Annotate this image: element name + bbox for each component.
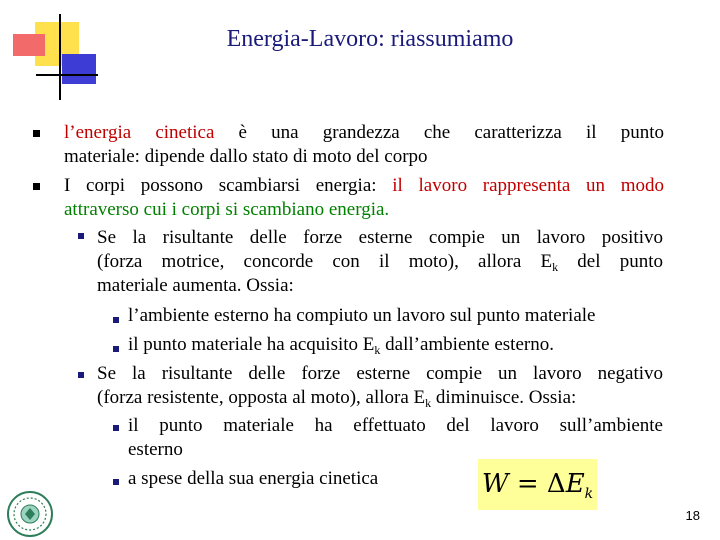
- sub-b-item-2: a spese della sua energia cinetica: [128, 468, 379, 489]
- sub-b-item-1-line-2: esterno: [128, 439, 183, 460]
- formula-lhs: W: [481, 469, 509, 499]
- bullet-marker: [33, 183, 40, 190]
- sub-sub-bullet-marker: [113, 346, 119, 352]
- formula-symbol: E: [565, 469, 585, 499]
- text-segment: dall’ambiente esterno.: [380, 334, 554, 355]
- bullet-2-line-2: attraverso cui i corpi si scambiano energia.: [64, 199, 390, 220]
- sub-sub-bullet-marker: [113, 317, 119, 323]
- highlight-text: il lavoro rappresenta un modo: [392, 175, 665, 196]
- sub-bullet-marker: [78, 372, 84, 378]
- sub-a-item-1: l’ambiente esterno ha compiuto un lavoro sul punto materiale: [128, 305, 596, 326]
- text-segment: del punto: [558, 251, 663, 272]
- university-seal-logo: [6, 490, 54, 538]
- highlight-text: l’energia cinetica: [64, 122, 215, 143]
- bullet-marker: [33, 130, 40, 137]
- sub-b-item-1-line-1: il punto materiale ha effettuato del lavoro sull’ambiente: [128, 415, 663, 436]
- formula-delta: Δ: [546, 469, 566, 499]
- bullet-1-line-2: materiale: dipende dallo stato di moto del corpo: [64, 146, 428, 167]
- bullet-1-line-1: [64, 121, 664, 145]
- page-number: 18: [685, 508, 700, 523]
- text-segment: è una grandezza che caratterizza il punto: [214, 122, 664, 143]
- slide-title: Energia-Lavoro: riassumiamo: [226, 26, 514, 52]
- sub-a-line-3: materiale aumenta. Ossia:: [97, 275, 294, 296]
- subscript: k: [552, 260, 559, 274]
- text-segment: il punto materiale ha acquisito E: [128, 334, 375, 355]
- text-segment: (forza resistente, opposta al moto), allora E: [97, 387, 426, 408]
- text-segment: diminuisce. Ossia:: [431, 387, 577, 408]
- text-segment: I corpi possono scambiarsi energia:: [64, 175, 393, 196]
- corner-decoration: [0, 0, 110, 110]
- text-segment: (forza motrice, concorde con il moto), allora E: [97, 251, 553, 272]
- sub-bullet-marker: [78, 233, 84, 239]
- formula-equals: =: [516, 469, 539, 499]
- sub-b-line-2: [97, 386, 663, 410]
- sub-a-line-1: Se la risultante delle forze esterne compie un lavoro positivo: [97, 227, 663, 248]
- sub-sub-bullet-marker: [113, 425, 119, 431]
- sub-sub-bullet-marker: [113, 479, 119, 485]
- subscript: k: [425, 396, 432, 410]
- sub-a-item-2: [128, 333, 673, 357]
- sub-b-line-1: Se la risultante delle forze esterne compie un lavoro negativo: [97, 363, 663, 384]
- subscript: k: [374, 343, 381, 357]
- sub-a-line-2: [97, 250, 663, 274]
- horizontal-line: [36, 74, 98, 76]
- formula-subscript: k: [584, 486, 594, 502]
- formula-box: [478, 459, 597, 510]
- blue-square: [62, 54, 96, 84]
- bullet-2-line-1: [64, 174, 664, 198]
